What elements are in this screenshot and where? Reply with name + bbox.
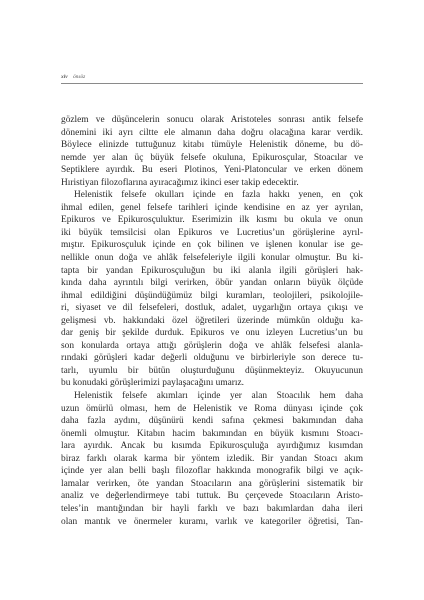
text-line: Epikuros ve Epikurosçuluktur. Eserimizin ilk kısmı bu okula ve onun <box>61 215 363 226</box>
text-line: gelişmesi vb. hakkındaki özel öğretileri üzerinde mümkün olduğu ka- <box>61 315 363 326</box>
text-line: analiz ve değerlendirmeye tabi tuttuk. Bu çerçevede Stoacıların Aristo- <box>61 491 363 502</box>
text-line: gözlem ve düşüncelerin sonucu olarak Aristoteles sonrası antik felsefe <box>61 115 363 125</box>
text-line: ihmal edildiğini düşündüğümüz bilgi kuramları, teolojileri, psikolojile- <box>61 290 363 301</box>
text-line: nemde yer alan üç büyük felsefe okuluna, Epikurosçular, Stoacılar ve <box>61 152 363 163</box>
header-rule <box>61 83 363 84</box>
text-line: rındaki görüşleri kadar değerli olduğunu ve birbirleriyle son derece tu- <box>61 353 363 364</box>
text-line: Septiklere ayırdık. Bu eseri Plotinos, Yeni-Platoncular ve erken dönem <box>61 165 363 176</box>
text-line: nellikle onun doğa ve ahlâk felsefeleriyle ilgili konular olmuştur. Bu ki- <box>61 253 363 264</box>
text-line: son konularda ortaya attığı görüşlerin doğa ve ahlâk felsefesi alanla- <box>61 340 363 351</box>
text-line: ri, siyaset ve dil felsefeleri, dostluk, adalet, uygarlığın ortaya çıkışı ve <box>61 303 363 314</box>
body-text <box>61 114 363 528</box>
text-line: teles’in mantığından bir hayli farklı ve bazı bakımlardan daha ileri <box>61 503 363 514</box>
text-line: Böylece elinizde tuttuğunuz kitabı tümüyle Helenistik döneme, bu dö- <box>61 140 363 151</box>
text-line: iki büyük temsilcisi olan Epikuros ve Lucretius’un görüşlerine ayrıl- <box>61 227 363 238</box>
page-number: xiv <box>61 74 68 80</box>
text-line: önemli olmuştur. Kitabın hacim bakımından en büyük kısmını Stoacı- <box>61 428 363 439</box>
text-line: ihmal edilen, genel felsefe tarihleri içinde kendisine en az yer ayrılan, <box>61 202 363 213</box>
text-line: mıştır. Epikurosçuluk içinde en çok bilinen ve işlenen konular ise ge- <box>61 240 363 251</box>
text-line: olan mantık ve önermeler kuramı, varlık ve kategoriler öğretisi, Tan- <box>61 516 363 527</box>
text-line: Helenistik felsefe akımları içinde yer alan Stoacılık hem daha <box>74 391 363 402</box>
text-line: lamalar verirken, öte yandan Stoacıların ana görüşlerini sistematik bir <box>61 478 363 489</box>
text-line: tarlı, uyumlu bir bütün oluşturduğunu düşünmekteyiz. Okuyucunun <box>61 365 363 376</box>
text-line: dar geniş bir şekilde durduk. Epikuros ve onu izleyen Lucretius’un bu <box>61 328 363 339</box>
text-line: dönemini iki ayrı ciltte ele almanın daha doğru olacağına karar verdik. <box>61 127 363 138</box>
running-header <box>61 74 363 81</box>
running-head-title: önsöz <box>72 74 86 80</box>
paragraph-2 <box>61 189 363 390</box>
text-line: bu konudaki görüşlerimizi paylaşacağını umarız. <box>61 378 245 389</box>
text-line: tapta bir yandan Epikurosçuluğun bu iki alanla ilgili görüşleri hak- <box>61 265 363 276</box>
paragraph-3 <box>61 390 363 528</box>
text-line: Helenistik felsefe okulları içinde en fazla hakkı yenen, en çok <box>74 190 363 201</box>
paragraph-1 <box>61 114 363 189</box>
text-line: uzun ömürlü olması, hem de Helenistik ve Roma dünyası içinde çok <box>61 403 363 414</box>
text-line: daha fazla aydını, düşünürü kendi safına çekmesi bakımından daha <box>61 416 363 427</box>
text-line: Hıristiyan filozoflarına ayıracağımız ikinci eser takip edecektir. <box>61 177 299 188</box>
text-line: biraz farklı olarak karma bir yöntem izledik. Bir yandan Stoacı akım <box>61 453 363 464</box>
text-line: lara ayırdık. Ancak bu kısımda Epikurosçuluğa ayırdığımız kısımdan <box>61 441 363 452</box>
text-line: kında daha ayrıntılı bilgi verirken, öbür yandan onların büyük ölçüde <box>61 278 363 289</box>
text-line: içinde yer alan belli başlı filozoflar hakkında monografik bilgi ve açık- <box>61 466 363 477</box>
